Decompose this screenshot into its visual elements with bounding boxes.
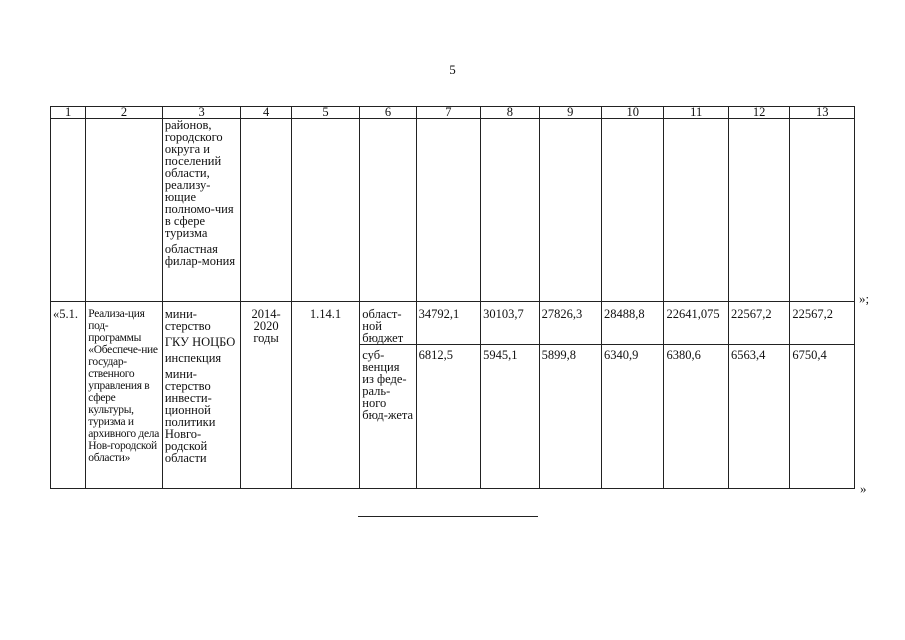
value-cell: 6750,4 xyxy=(790,345,855,489)
page-number: 5 xyxy=(449,62,456,77)
executor-text: мини-стерство инвести-ционной политики Новго-родской области xyxy=(164,367,216,465)
source-label: суб-венция из феде-раль-ного бюд-жета xyxy=(360,345,416,489)
table-row xyxy=(51,302,855,345)
value-cell: 22567,2 xyxy=(790,302,855,345)
subprogram-name: Реализа-ция под-программы «Обеспече-ние государ-ственного управления в сфере культуры, туризма и архивного дела Нов-городской области» xyxy=(86,302,163,489)
header-cell: 9 xyxy=(539,107,601,119)
value-cell: 6563,4 xyxy=(728,345,789,489)
value-cell: 28488,8 xyxy=(602,302,664,345)
code-cell: 1.14.1 xyxy=(291,302,360,489)
header-cell: 5 xyxy=(291,107,360,119)
row-number: «5.1. xyxy=(51,302,86,489)
header-cell: 7 xyxy=(416,107,480,119)
footer-rule xyxy=(358,516,538,517)
header-cell: 10 xyxy=(602,107,664,119)
executors-cell xyxy=(162,302,241,489)
executors-cell xyxy=(162,119,241,302)
value-cell: 22567,2 xyxy=(728,302,789,345)
value-cell: 6812,5 xyxy=(416,345,480,489)
header-cell: 11 xyxy=(664,107,728,119)
value-cell: 5899,8 xyxy=(539,345,601,489)
header-cell: 1 xyxy=(51,107,86,119)
executor-text: областная филар-мония xyxy=(164,242,236,268)
value-cell: 6380,6 xyxy=(664,345,728,489)
value-cell: 27826,3 xyxy=(539,302,601,345)
executor-text: инспекция xyxy=(164,351,222,365)
header-cell: 13 xyxy=(790,107,855,119)
value-cell: 30103,7 xyxy=(481,302,539,345)
budget-table xyxy=(50,106,855,489)
table-row xyxy=(51,119,855,302)
value-cell: 5945,1 xyxy=(481,345,539,489)
header-cell: 2 xyxy=(86,107,163,119)
executor-text: ГКУ НОЦБО xyxy=(164,335,236,349)
value-cell: 34792,1 xyxy=(416,302,480,345)
executor-text: мини-стерство xyxy=(164,307,211,333)
header-cell: 4 xyxy=(241,107,291,119)
value-cell: 22641,075 xyxy=(664,302,728,345)
period-cell: 2014-2020 годы xyxy=(241,302,291,489)
value-cell: 6340,9 xyxy=(602,345,664,489)
header-cell: 8 xyxy=(481,107,539,119)
header-cell: 3 xyxy=(162,107,241,119)
executor-text: районов, городского округа и поселений области, реализу-ющие полномо-чия в сфере туризма xyxy=(164,118,234,240)
closing-quote: » xyxy=(860,481,867,496)
header-row xyxy=(51,107,855,119)
header-cell: 12 xyxy=(728,107,789,119)
header-cell: 6 xyxy=(360,107,416,119)
source-label: област-ной бюджет xyxy=(360,302,416,345)
closing-quote-semicolon: »; xyxy=(859,291,870,306)
